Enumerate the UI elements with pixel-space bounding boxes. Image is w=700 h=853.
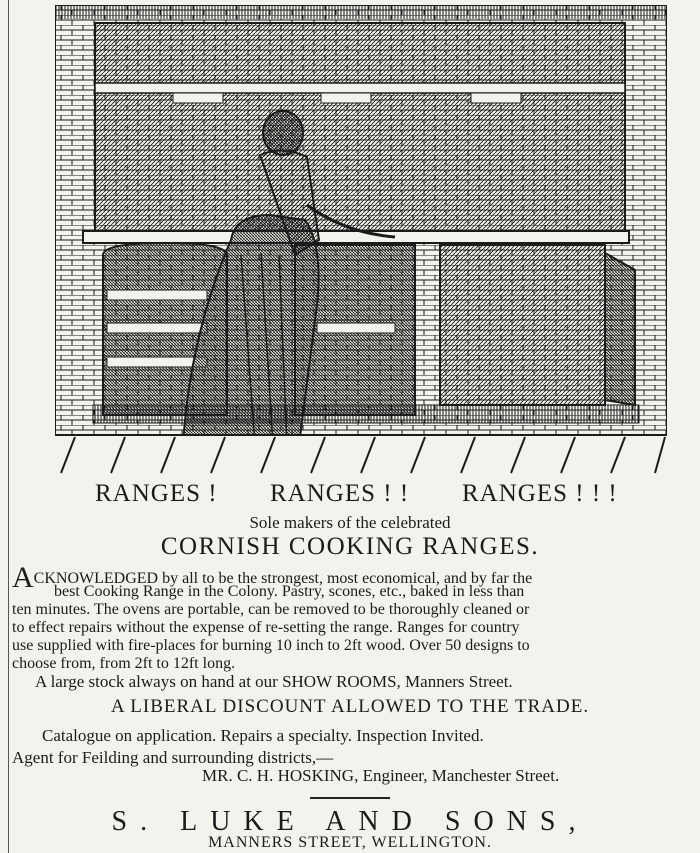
firm-name: S. LUKE AND SONS, xyxy=(111,806,589,837)
drop-cap: A xyxy=(12,561,34,594)
firm-address: MANNERS STREET, WELLINGTON. xyxy=(208,834,492,851)
title: CORNISH COOKING RANGES. xyxy=(160,533,540,560)
catalogue-line: Catalogue on application. Repairs a specialty. Inspection Invited. xyxy=(42,726,484,745)
body-line-1-text: CKNOWLEDGED by all to be the strongest, most economical, and by far the xyxy=(33,570,533,587)
body-line-6: choose from, from 2ft to 12ft long. xyxy=(12,655,236,672)
stock-line: A large stock always on hand at our SHOW ROOMS, Manners Street. xyxy=(35,672,513,691)
headline-ranges-3: RANGES ! ! ! xyxy=(462,480,618,507)
cooking-range-engraving-icon xyxy=(55,5,667,475)
agent-line: Agent for Feilding and surrounding districts,— xyxy=(12,748,334,767)
headline xyxy=(0,480,700,512)
body-line-5: use supplied with fire-places for burning 10 inch to 2ft wood. Over 50 designs to xyxy=(12,637,530,654)
headline-ranges-2: RANGES ! ! xyxy=(270,480,410,507)
discount-line: A LIBERAL DISCOUNT ALLOWED TO THE TRADE. xyxy=(110,696,590,717)
body-line-4: to effect repairs without the expense of re-setting the range. Ranges for country xyxy=(12,619,520,636)
body-line-2: best Cooking Range in the Colony. Pastry, scones, etc., baked in less than xyxy=(54,583,525,600)
headline-ranges-1: RANGES ! xyxy=(95,480,218,507)
subheading: Sole makers of the celebrated xyxy=(249,513,451,532)
agent-name: MR. C. H. HOSKING, Engineer, Manchester Street. xyxy=(202,766,560,785)
divider xyxy=(310,797,390,799)
body-line-3: ten minutes. The ovens are portable, can be removed to be thoroughly cleaned or xyxy=(12,601,530,618)
column-rule xyxy=(8,0,9,853)
